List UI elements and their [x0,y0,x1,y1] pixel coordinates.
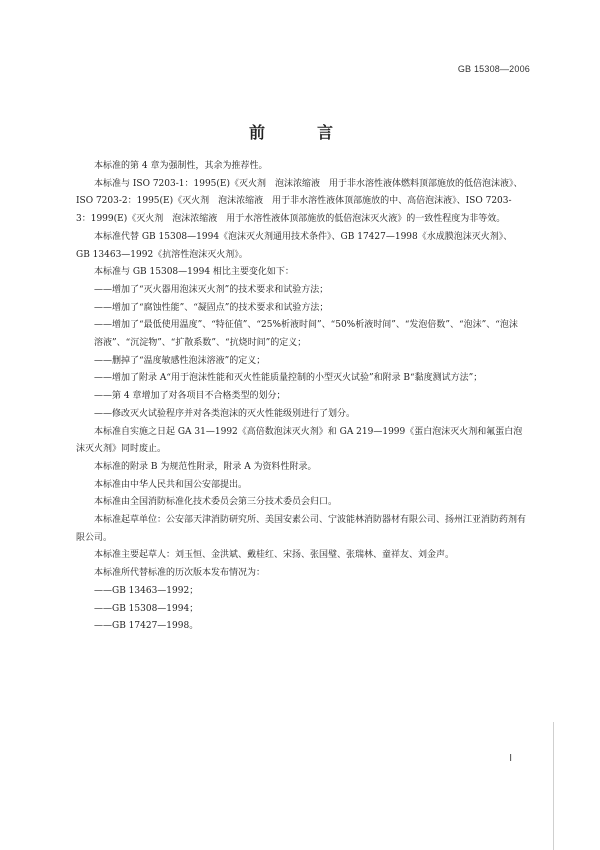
list-item: ——GB 17427—1998。 [94,621,199,632]
page-number: I [509,753,512,764]
paragraph: 本标准的附录 B 为规范性附录，附录 A 为资料性附录。 [94,461,317,472]
list-item: ——GB 13463—1992； [94,585,199,596]
paragraph: 本标准所代替标准的历次版本发布情况为： [94,568,266,579]
paragraph: 本标准的第 4 章为强制性，其余为推荐性。 [94,161,268,171]
paragraph: 本标准与 ISO 7203-1：1995(E)《灭火剂 泡沫浓缩液 用于非水溶性液体燃料顶部施放的低倍泡沫液》、ISO 7203-2：1995(E)《灭火剂 泡沫浓缩液 用于非水溶性液体顶部施放的中、高倍泡沫液》、ISO 7203-3：1999(E)《灭火剂 泡沫浓缩液 用于水溶性液体顶部施放的低倍泡沫灭火液》的一致性程度为非等效。 [76,178,523,225]
paragraph: 本标准自实施之日起 GA 31—1992《高倍数泡沫灭火剂》和 GA 219—1999《蛋白泡沫灭火剂和氟蛋白泡沫灭火剂》同时废止。 [76,426,523,455]
list-item: ——修改灭火试验程序并对各类泡沫的灭火性能级别进行了划分。 [94,408,356,419]
list-item: ——增加了附录 A“用于泡沫性能和灭火性能质量控制的小型灭火试验”和附录 B“黏度测试方法”； [94,373,483,384]
standard-code: GB 15308—2006 [457,64,530,74]
paragraph: 本标准由中华人民共和国公安部提出。 [94,479,248,490]
list-item: ——第 4 章增加了对各项目不合格类型的划分； [94,391,286,402]
paragraph: 本标准起草单位：公安部天津消防研究所、美国安素公司、宁波能林消防器材有限公司、扬州江亚消防药剂有限公司。 [76,515,527,543]
page-edge-line [553,722,554,850]
list-item: ——GB 15308—1994； [94,603,199,614]
list-item: ——增加了“腐蚀性能”、“凝固点”的技术要求和试验方法； [94,302,329,313]
paragraph: 本标准主要起草人：刘玉恒、金洪斌、戴桂红、宋扬、张国璧、张瑞林、童祥友、刘金声。 [94,550,455,561]
list-item: ——增加了“最低使用温度”、“特征值”、“25%析液时间”、“50%析液时间”、“发泡倍数”、“泡沫”、“泡沫溶液”、“沉淀物”、“扩散系数”、“抗烧时间”的定义； [94,320,518,349]
paragraph: 本标准由全国消防标准化技术委员会第三分技术委员会归口。 [94,497,338,508]
document-body [76,158,526,636]
paragraph: 本标准代替 GB 15308—1994《泡沫灭火剂通用技术条件》、GB 17427—1998《水成膜泡沫灭火剂》、GB 13463—1992《抗溶性泡沫灭火剂》。 [76,231,513,260]
page-title: 前 言 [248,123,351,142]
paragraph: 本标准与 GB 15308—1994 相比主要变化如下： [94,267,294,278]
list-item: ——删掉了“温度敏感性泡沫溶液”的定义； [94,355,266,366]
list-item: ——增加了“灭火器用泡沫灭火剂”的技术要求和试验方法； [94,284,329,295]
